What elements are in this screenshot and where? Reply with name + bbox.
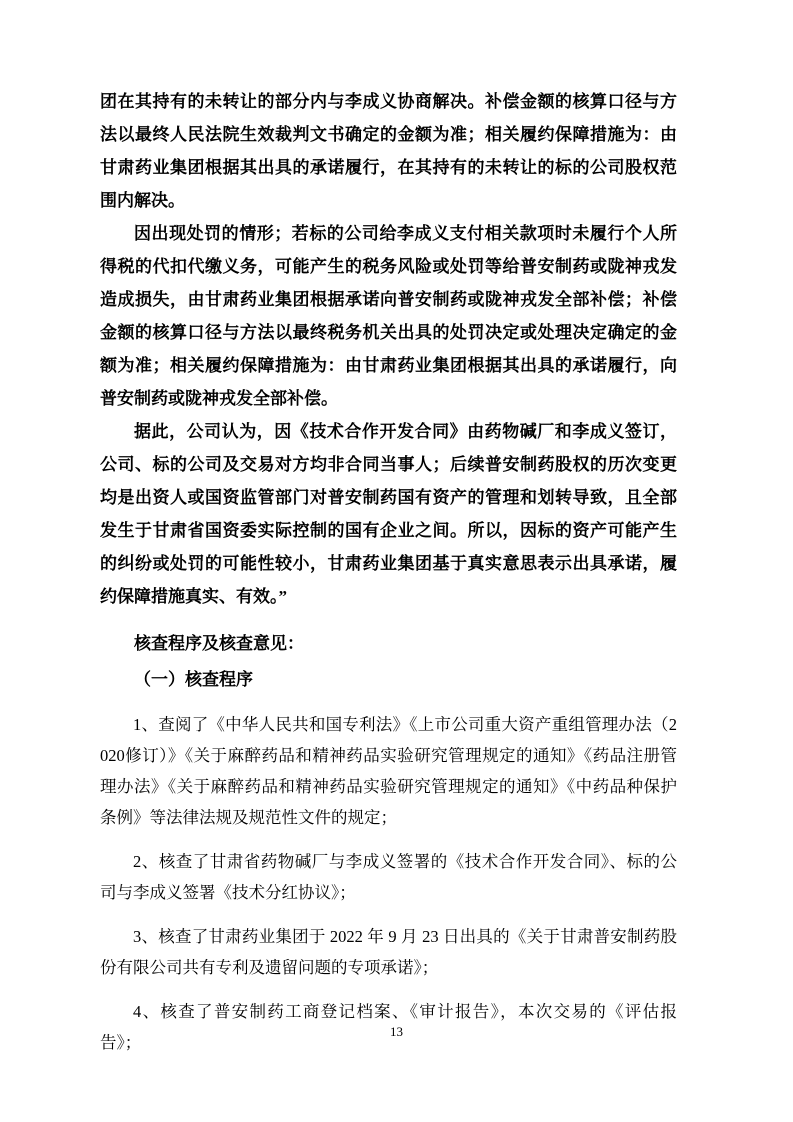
- quote-paragraph-tax-compensation: 因出现处罚的情形；若标的公司给李成义支付相关款项时未履行个人所得税的代扣代缴义务，可能产生的税务风险或处罚等给普安制药或陇神戎发造成损失，由甘肃药业集团根据承诺向普安制药或陇神戎发全部补偿；补偿金额的核算口径与方法以最终税务机关出具的处罚决定或处理决定确定的金额为准；相关履约保障措施为：由甘肃药业集团根据其出具的承诺履行，向普安制药或陇神戎发全部补偿。: [100, 224, 677, 408]
- quote-paragraph-continuation: 团在其持有的未转让的部分内与李成义协商解决。补偿金额的核算口径与方法以最终人民法院生效裁判文书确定的金额为准；相关履约保障措施为：由甘肃药业集团根据其出具的承诺履行，在其持有的未转让的标的公司股权范围内解决。: [100, 92, 677, 210]
- page-content: [100, 85, 677, 1058]
- list-item-4: 4、核查了普安制药工商登记档案、《审计报告》，本次交易的《评估报告》；: [100, 1002, 677, 1052]
- list-item-3: 3、核查了甘肃药业集团于 2022 年 9 月 23 日出具的《关于甘肃普安制药股份有限公司共有专利及遗留问题的专项承诺》；: [100, 927, 677, 977]
- section-heading-verification: 核查程序及核查意见：: [134, 634, 304, 653]
- subsection-heading-procedures: （一）核查程序: [134, 670, 253, 689]
- page-number: 13: [390, 1024, 403, 1039]
- quote-paragraph-conclusion: 据此，公司认为，因《技术合作开发合同》由药物碱厂和李成义签订，公司、标的公司及交易对方均非合同当事人；后续普安制药股权的历次变更均是出资人或国资监管部门对普安制药国有资产的管理和划转导致，且全部发生于甘肃省国资委实际控制的国有企业之间。所以，因标的资产可能产生的纠纷或处罚的可能性较小，甘肃药业集团基于真实意思表示出具承诺，履约保障措施真实、有效。”: [100, 422, 677, 606]
- list-item-2: 2、核查了甘肃省药物碱厂与李成义签署的《技术合作开发合同》、标的公司与李成义签署《技术分红协议》；: [100, 852, 677, 902]
- list-item-1: 1、查阅了《中华人民共和国专利法》《上市公司重大资产重组管理办法（2020修订）》《关于麻醉药品和精神药品实验研究管理规定的通知》《药品注册管理办法》《关于麻醉药品和精神药品实验研究管理规定的通知》《中药品种保护条例》等法律法规及规范性文件的规定；: [100, 715, 677, 827]
